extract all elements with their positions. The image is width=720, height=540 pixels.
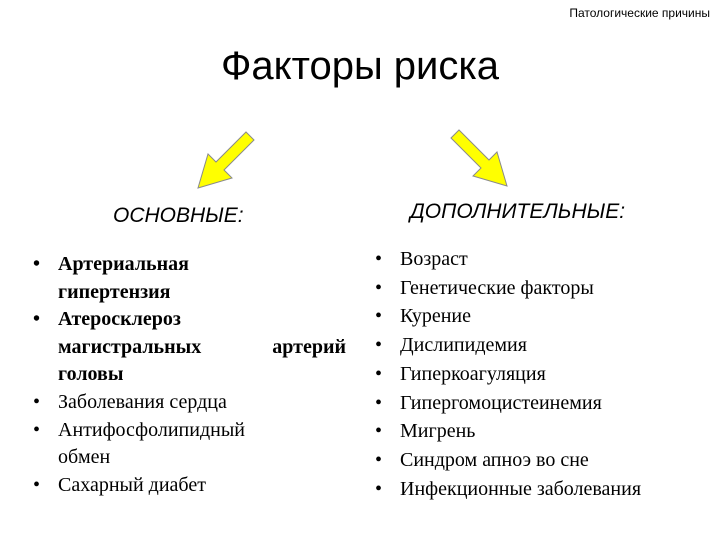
list-item (30, 472, 346, 500)
list-item: • Гиперкоагуляция (372, 360, 641, 389)
list-item-line: • Антифосфолипидный (58, 418, 245, 441)
list-item-line: обмен (58, 446, 111, 469)
arrow-down-right-icon (445, 128, 515, 190)
list-item: • Синдром апноэ во сне (372, 446, 641, 475)
list-item-line: гипертензия (58, 280, 171, 303)
list-item (30, 251, 346, 306)
list-item: • Генетические факторы (372, 274, 641, 303)
main-factors-heading: ОСНОВНЫЕ: (113, 204, 244, 227)
list-item: • Дислипидемия (372, 331, 641, 360)
list-item-line: • Заболевания сердца (58, 390, 227, 413)
list-item: • Гипергомоцистеинемия (372, 389, 641, 418)
list-item-line: • Атеросклероз (58, 308, 181, 331)
list-item: • Возраст (372, 245, 641, 274)
list-item: • Курение (372, 302, 641, 331)
list-item-line: магистральных артерий (58, 335, 346, 358)
list-item: • Мигрень (372, 417, 641, 446)
arrow-down-left-icon (190, 130, 260, 192)
corner-label: Патологические причины (569, 6, 710, 20)
list-item (30, 417, 346, 472)
list-item-line: • Артериальная (58, 253, 189, 275)
list-item: • Инфекционные заболевания (372, 475, 641, 504)
list-item-line: • Сахарный диабет (58, 473, 206, 496)
additional-factors-list (372, 245, 641, 503)
page-title: Факторы риска (220, 44, 500, 88)
additional-factors-heading: ДОПОЛНИТЕЛЬНЫЕ: (410, 200, 626, 223)
main-factors-list (30, 251, 346, 499)
list-item (30, 306, 346, 389)
list-item (30, 389, 346, 417)
list-item-line: головы (58, 363, 124, 386)
